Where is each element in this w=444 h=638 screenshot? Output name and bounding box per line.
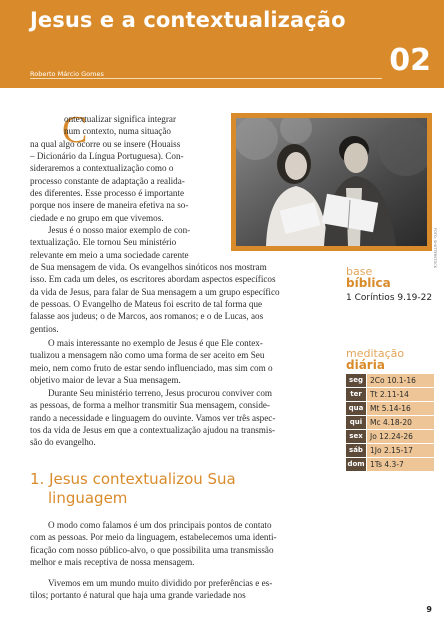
reading-day: sex [346,430,366,443]
reading-row [346,402,434,415]
header-divider [30,78,382,79]
text-line: ficação com nosso público-alvo, o que possibilita uma transmissão [30,544,274,555]
text-line: Vivemos em um mundo muito dividido por preferências e es- [48,578,273,588]
meditation-label: meditação [346,347,405,360]
reading-row [346,444,434,457]
text-line: são do evangelho. [30,437,96,448]
text-line: relevante em meio a uma sociedade carente [30,249,189,260]
reading-reference: Mc 4.18-20 [367,416,434,429]
photo-credit: FOTO: SHUTTERSTOCK [433,228,437,269]
text-line: O modo como falamos é um dos principais pontos de contato [48,520,272,530]
reading-reference: Jo 12.24-26 [367,430,434,443]
reading-day: seg [346,374,366,387]
text-line: textualização. Ele tornou Seu ministério [30,237,177,248]
reading-day: ter [346,388,366,401]
paragraph [30,519,330,568]
text-line: ciedade e no grupo em que vivemos. [30,212,164,223]
text-line: ontextualizar significa integrar [64,114,176,124]
text-line: sideraremos a contextualização como o [30,163,174,174]
text-line: isso. Em cada um deles, os escritores abordam aspectos específicos [30,274,276,285]
text-line: na qual algo ocorre ou se insere (Houaiss [30,138,181,149]
section-heading [30,470,236,508]
reading-day: sáb [346,444,366,457]
text-line: de Sua mensagem de vida. Os evangelhos sinóticos nos mostram [30,262,267,273]
intro-paragraph [30,109,216,224]
text-line: Durante Seu ministério terreno, Jesus procurou conviver com [48,388,273,398]
reading-day: dom [346,458,366,471]
daily-label: diária [346,358,385,372]
text-line: rando a necessidade e linguagem do ouvinte. Vamos ver três aspec- [30,412,276,423]
text-line: tos da vida de Jesus em que a contextualização ajudou na transmis- [30,425,276,436]
reading-day: qui [346,416,366,429]
lesson-number: 02 [389,43,431,78]
reading-row [346,416,434,429]
reading-row [346,430,434,443]
daily-readings-table [346,374,434,472]
page-number: 9 [426,605,432,614]
text-line: melhor e mais receptiva de nossa mensagem. [30,557,195,568]
drop-cap: C [62,109,88,151]
reading-row [346,458,434,471]
reading-row [346,374,434,387]
base-label: base [346,265,373,278]
text-line: des diferentes. Esse processo é importante [30,188,185,199]
biblical-label: bíblica [346,276,391,290]
author-name: Roberto Márcio Gomes [30,70,104,78]
paragraph [30,337,330,386]
reading-reference: 2Co 10.1-16 [367,374,434,387]
paragraph [30,577,330,602]
text-line: as pessoas, de forma a melhor transmitir Sua mensagem, conside- [30,400,270,411]
text-line: porque nos insere de maneira efetiva na so- [30,200,189,211]
reading-reference: 1Jo 2.15-17 [367,444,434,457]
text-line: de pessoas. O Evangelho de Mateus foi escrito de tal forma que [30,299,263,310]
reading-row [346,388,434,401]
reading-reference: Tt 2.11-14 [367,388,434,401]
text-line: tualizou a mensagem não como uma forma de ser aceito em Seu [30,350,265,361]
reading-reference: Mt 5.14-16 [367,402,434,415]
text-line: Jesus é o nosso maior exemplo de con- [48,225,191,235]
text-line: objetivo maior de levar a Sua mensagem. [30,375,181,386]
text-line: gentios. [30,323,59,334]
paragraph [30,387,330,449]
header-band [0,0,444,88]
text-line: – Dicionário da Língua Portuguesa). Con- [30,151,184,162]
page-title: Jesus e a contextualização [30,8,346,32]
text-line: tilos; portanto é natural que haja uma grande variedade nos [30,590,246,601]
base-reference: 1 Coríntios 9.19-22 [346,293,433,303]
section-heading-line: linguagem [48,489,128,507]
text-line: processo constante de adaptação a realida- [30,175,185,186]
reading-reference: 1Ts 4.3-7 [367,458,434,471]
text-line: meio, nem como fruto de estar sendo influenciado, mas sim com o [30,362,273,373]
text-line: O mais interessante no exemplo de Jesus é que Ele contex- [48,338,263,348]
section-heading-line: 1. Jesus contextualizou Sua [30,470,236,488]
reading-day: qua [346,402,366,415]
text-line: falasse aos judeus; o de Marcos, aos romanos; e o de Lucas, aos [30,311,264,322]
text-line: num contexto, numa situação [64,126,171,137]
text-line: da vida de Jesus, para falar de Sua mensagem a um grupo específico [30,286,280,297]
text-line: com as pessoas. Por meio da linguagem, estabelecemos uma identi- [30,532,277,543]
